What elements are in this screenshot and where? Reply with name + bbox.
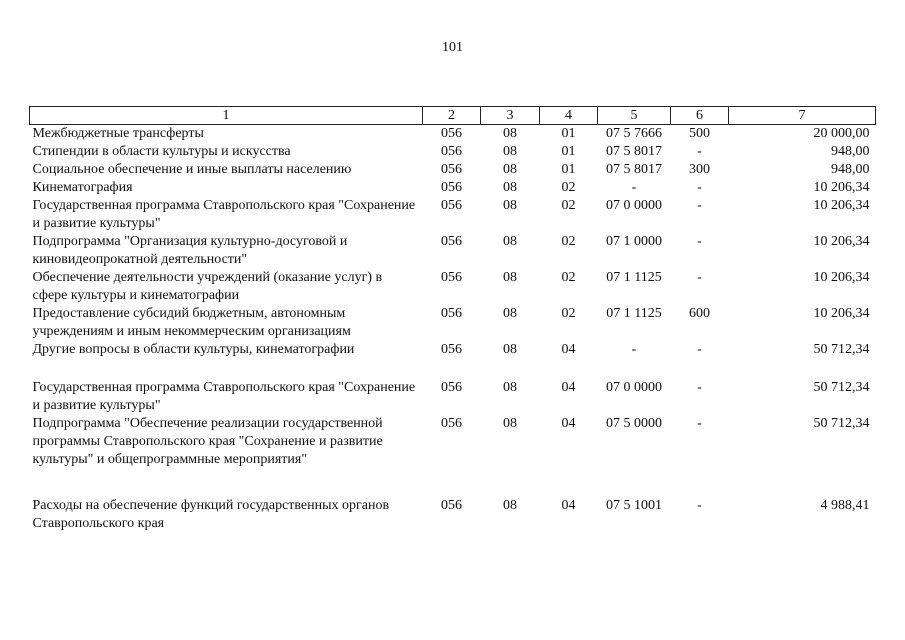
row-code-3: 08 [503,198,517,213]
row-amount: 10 206,34 [813,306,870,321]
row-code-6: - [697,180,702,195]
row-code-4: 02 [561,180,576,195]
row-code-4: 02 [561,270,576,285]
row-code-2: 056 [441,380,462,395]
header-cell: 6 [671,107,729,125]
table-row [30,143,876,161]
row-name: Подпрограмма "Обеспечение реализации государственной программы Ставропольского края "Сохранение и развитие культуры" и общепрограммные мероприятия" [32,416,383,467]
row-code-3: 08 [503,126,517,141]
row-code-5: 07 1 1125 [606,306,662,321]
row-code-6: - [697,416,702,431]
row-amount: 948,00 [831,144,870,159]
row-code-4: 04 [561,342,576,357]
row-code-2: 056 [441,416,462,431]
header-cell: 4 [540,107,598,125]
row-name: Расходы на обеспечение функций государственных органов Ставропольского края [32,498,390,531]
row-code-3: 08 [503,144,517,159]
row-code-5: 07 5 7666 [606,126,662,141]
row-amount: 948,00 [831,162,870,177]
row-name: Обеспечение деятельности учреждений (оказание услуг) в сфере культуры и кинематографии [32,270,383,303]
row-amount: 50 712,34 [813,380,870,395]
header-cell: 5 [598,107,671,125]
row-code-5: - [631,342,637,357]
row-code-4: 01 [561,144,576,159]
row-amount: 10 206,34 [813,198,870,213]
row-code-6: - [697,234,702,249]
row-amount: 50 712,34 [813,342,870,357]
row-code-6: - [697,198,702,213]
row-code-6: - [697,270,702,285]
table-row [30,379,876,415]
row-name: Социальное обеспечение и иные выплаты населению [32,162,352,177]
table-row [30,233,876,269]
table-row [30,305,876,341]
row-code-5: 07 5 1001 [606,498,662,513]
page-number: 101 [442,40,463,55]
table-row [30,269,876,305]
row-code-4: 01 [561,126,576,141]
row-code-5: 07 1 0000 [606,234,662,249]
row-name: Кинематография [32,180,133,195]
row-code-5: - [631,180,637,195]
row-name: Государственная программа Ставропольского края "Сохранение и развитие культуры" [32,198,416,231]
row-code-4: 02 [561,234,576,249]
row-amount: 10 206,34 [813,270,870,285]
row-code-3: 08 [503,498,517,513]
row-code-3: 08 [503,270,517,285]
row-code-4: 04 [561,380,576,395]
row-code-5: 07 5 8017 [606,144,662,159]
row-code-3: 08 [503,416,517,431]
table-header-row [30,107,876,125]
row-code-4: 04 [561,498,576,513]
row-code-4: 04 [561,416,576,431]
row-code-2: 056 [441,162,462,177]
row-amount: 20 000,00 [813,126,870,141]
budget-table [29,106,876,533]
table-row [30,125,876,144]
table-row [30,161,876,179]
row-code-2: 056 [441,498,462,513]
row-code-5: 07 5 0000 [606,416,662,431]
row-code-4: 02 [561,198,576,213]
row-code-5: 07 0 0000 [606,198,662,213]
row-code-2: 056 [441,270,462,285]
row-name: Государственная программа Ставропольского края "Сохранение и развитие культуры" [32,380,416,413]
row-code-3: 08 [503,380,517,395]
table-row [30,415,876,497]
row-name: Подпрограмма "Организация культурно-досуговой и киновидеопрокатной деятельности" [32,234,348,267]
row-code-3: 08 [503,342,517,357]
row-amount: 10 206,34 [813,234,870,249]
row-code-3: 08 [503,306,517,321]
row-code-6: - [697,144,702,159]
row-code-2: 056 [441,342,462,357]
header-cell: 1 [30,107,423,125]
row-name: Межбюджетные трансферты [32,126,204,141]
row-code-3: 08 [503,180,517,195]
row-name: Предоставление субсидий бюджетным, автономным учреждениям и иным некоммерческим организациям [32,306,351,339]
row-code-6: - [697,380,702,395]
row-code-2: 056 [441,306,462,321]
row-code-3: 08 [503,162,517,177]
table-row [30,197,876,233]
row-code-6: - [697,342,702,357]
row-code-5: 07 1 1125 [606,270,662,285]
row-amount: 4 988,41 [820,498,870,513]
table-row [30,341,876,379]
row-amount: 10 206,34 [813,180,870,195]
row-code-5: 07 5 8017 [606,162,662,177]
row-name: Другие вопросы в области культуры, кинематографии [32,342,355,357]
header-cell: 2 [423,107,481,125]
row-code-2: 056 [441,234,462,249]
header-cell: 7 [729,107,876,125]
row-code-2: 056 [441,144,462,159]
row-code-6: 600 [689,306,710,321]
row-code-4: 02 [561,306,576,321]
table-row [30,497,876,533]
row-code-6: - [697,498,702,513]
row-amount: 50 712,34 [813,416,870,431]
row-name: Стипендии в области культуры и искусства [32,144,291,159]
row-code-3: 08 [503,234,517,249]
row-code-2: 056 [441,198,462,213]
row-code-6: 300 [689,162,710,177]
row-code-2: 056 [441,126,462,141]
row-code-5: 07 0 0000 [606,380,662,395]
table-row [30,179,876,197]
row-code-2: 056 [441,180,462,195]
row-code-6: 500 [689,126,710,141]
header-cell: 3 [481,107,540,125]
row-code-4: 01 [561,162,576,177]
